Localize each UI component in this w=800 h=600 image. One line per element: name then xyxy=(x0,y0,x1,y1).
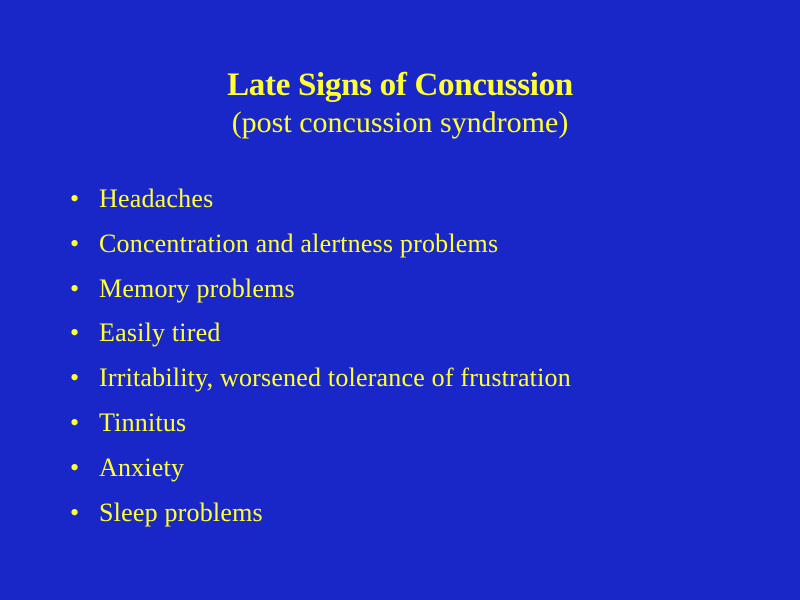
bullet-item-anxiety xyxy=(70,451,770,496)
bullet-text: Anxiety xyxy=(99,452,185,482)
bullet-list xyxy=(70,182,770,540)
bullet-icon: • xyxy=(70,184,80,213)
bullet-item-headaches xyxy=(70,182,770,227)
bullet-text: Sleep problems xyxy=(99,497,263,527)
bullet-icon: • xyxy=(70,228,80,258)
bullet-item-easily-tired xyxy=(70,316,770,361)
bullet-icon: • xyxy=(70,273,80,303)
bullet-item-irritability xyxy=(70,361,770,406)
bullet-icon: • xyxy=(70,452,80,482)
bullet-icon: • xyxy=(70,318,80,348)
bullet-text: Concentration and alertness problems xyxy=(99,228,499,258)
slide-title: Late Signs of Concussion xyxy=(227,67,573,103)
bullet-icon: • xyxy=(70,363,80,393)
title-block xyxy=(0,66,800,142)
bullet-text: Headaches xyxy=(99,184,214,213)
bullet-text: Memory problems xyxy=(99,273,295,303)
bullet-item-sleep xyxy=(70,496,770,541)
bullet-item-concentration xyxy=(70,227,770,272)
bullet-item-tinnitus xyxy=(70,406,770,451)
bullet-item-memory xyxy=(70,272,770,317)
bullet-text: Easily tired xyxy=(99,318,221,348)
slide-subtitle: (post concussion syndrome) xyxy=(231,106,569,139)
bullet-icon: • xyxy=(70,407,80,437)
bullet-icon: • xyxy=(70,497,80,527)
bullet-text: Irritability, worsened tolerance of frustration xyxy=(99,363,571,393)
bullet-text: Tinnitus xyxy=(99,407,187,437)
